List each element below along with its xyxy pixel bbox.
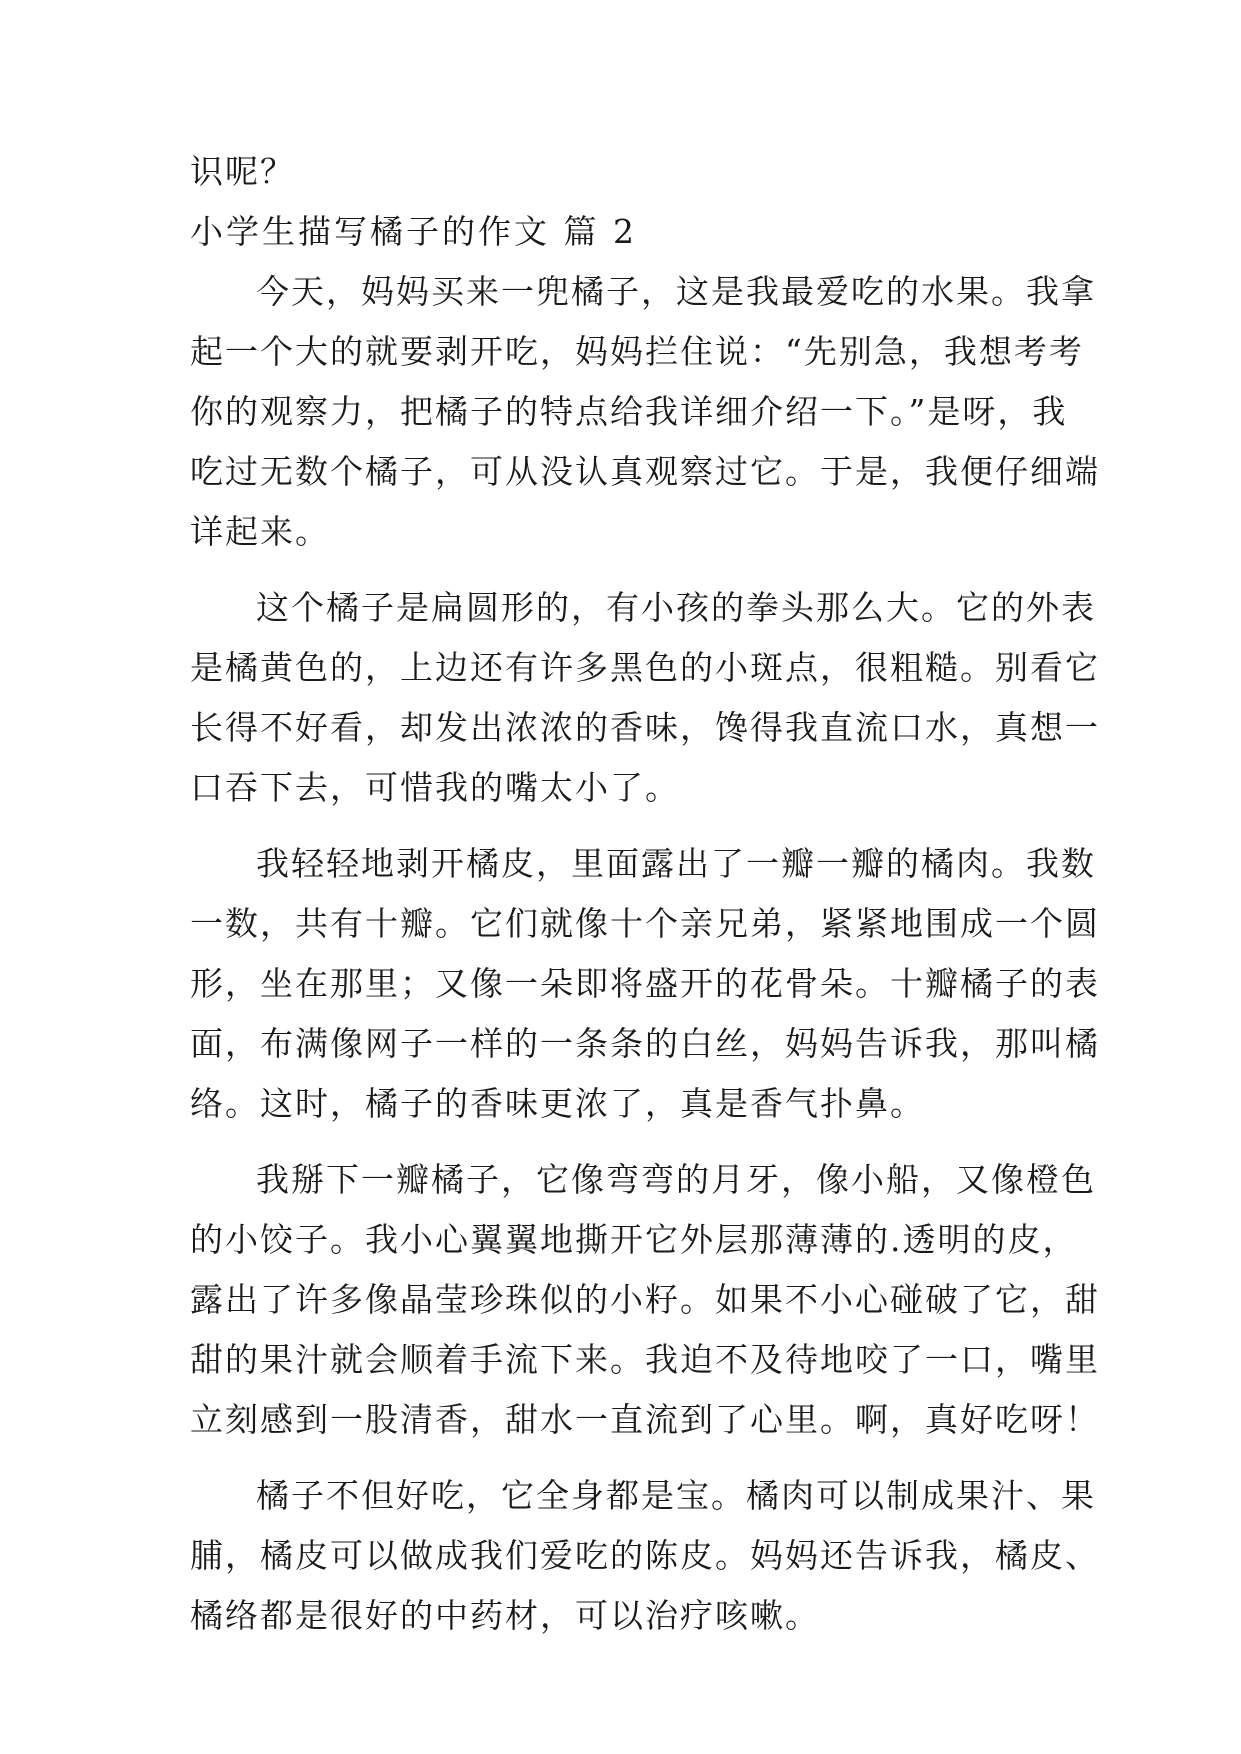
- paragraph-1: [190, 262, 1100, 562]
- paragraph-5: [190, 1466, 1100, 1646]
- paragraph-line: 这个橘子是扁圆形的，有小孩的拳头那么大。它的外表: [256, 588, 1096, 627]
- carry-over-line: 识呢？: [190, 152, 295, 191]
- paragraph-line: 你的观察力，把橘子的特点给我详细介绍一下。”是呀，我: [190, 392, 1068, 431]
- paragraph-line: 吃过无数个橘子，可从没认真观察过它。于是，我便仔细端: [190, 452, 1100, 491]
- paragraph-line: 长得不好看，却发出浓浓的香味，馋得我直流口水，真想一: [190, 708, 1100, 747]
- paragraph-line: 脯，橘皮可以做成我们爱吃的陈皮。妈妈还告诉我，橘皮、: [190, 1536, 1100, 1575]
- section-title: 小学生描写橘子的作文 篇 2: [190, 212, 637, 251]
- paragraph-line: 起一个大的就要剥开吃，妈妈拦住说：“先别急，我想考考: [190, 332, 1084, 371]
- paragraph-line: 一数，共有十瓣。它们就像十个亲兄弟，紧紧地围成一个圆: [190, 904, 1100, 943]
- paragraph-line: 立刻感到一股清香，甜水一直流到了心里。啊，真好吃呀！: [190, 1400, 1100, 1439]
- paragraph-line: 的小饺子。我小心翼翼地撕开它外层那薄薄的.透明的皮，: [190, 1220, 1078, 1259]
- paragraph-4: [190, 1150, 1100, 1450]
- paragraph-line: 我轻轻地剥开橘皮，里面露出了一瓣一瓣的橘肉。我数: [256, 844, 1096, 883]
- paragraph-line: 络。这时，橘子的香味更浓了，真是香气扑鼻。: [190, 1084, 925, 1123]
- paragraph-line: 形，坐在那里；又像一朵即将盛开的花骨朵。十瓣橘子的表: [190, 964, 1100, 1003]
- paragraph-line: 甜的果汁就会顺着手流下来。我迫不及待地咬了一口，嘴里: [190, 1340, 1100, 1379]
- paragraph-line: 是橘黄色的，上边还有许多黑色的小斑点，很粗糙。别看它: [190, 648, 1100, 687]
- paragraph-line: 橘子不但好吃，它全身都是宝。橘肉可以制成果汁、果: [256, 1476, 1096, 1515]
- paragraph-line: 橘络都是很好的中药材，可以治疗咳嗽。: [190, 1596, 820, 1635]
- paragraph-line: 今天，妈妈买来一兜橘子，这是我最爱吃的水果。我拿: [256, 272, 1096, 311]
- paragraph-line: 口吞下去，可惜我的嘴太小了。: [190, 768, 680, 807]
- paragraph-line: 我掰下一瓣橘子，它像弯弯的月牙，像小船，又像橙色: [256, 1160, 1096, 1199]
- paragraph-line: 面，布满像网子一样的一条条的白丝，妈妈告诉我，那叫橘: [190, 1024, 1100, 1063]
- paragraph-line: 详起来。: [190, 512, 330, 551]
- paragraph-line: 露出了许多像晶莹珍珠似的小籽。如果不小心碰破了它，甜: [190, 1280, 1100, 1319]
- paragraph-3: [190, 834, 1100, 1134]
- paragraph-2: [190, 578, 1100, 818]
- document-body: [190, 142, 1100, 1646]
